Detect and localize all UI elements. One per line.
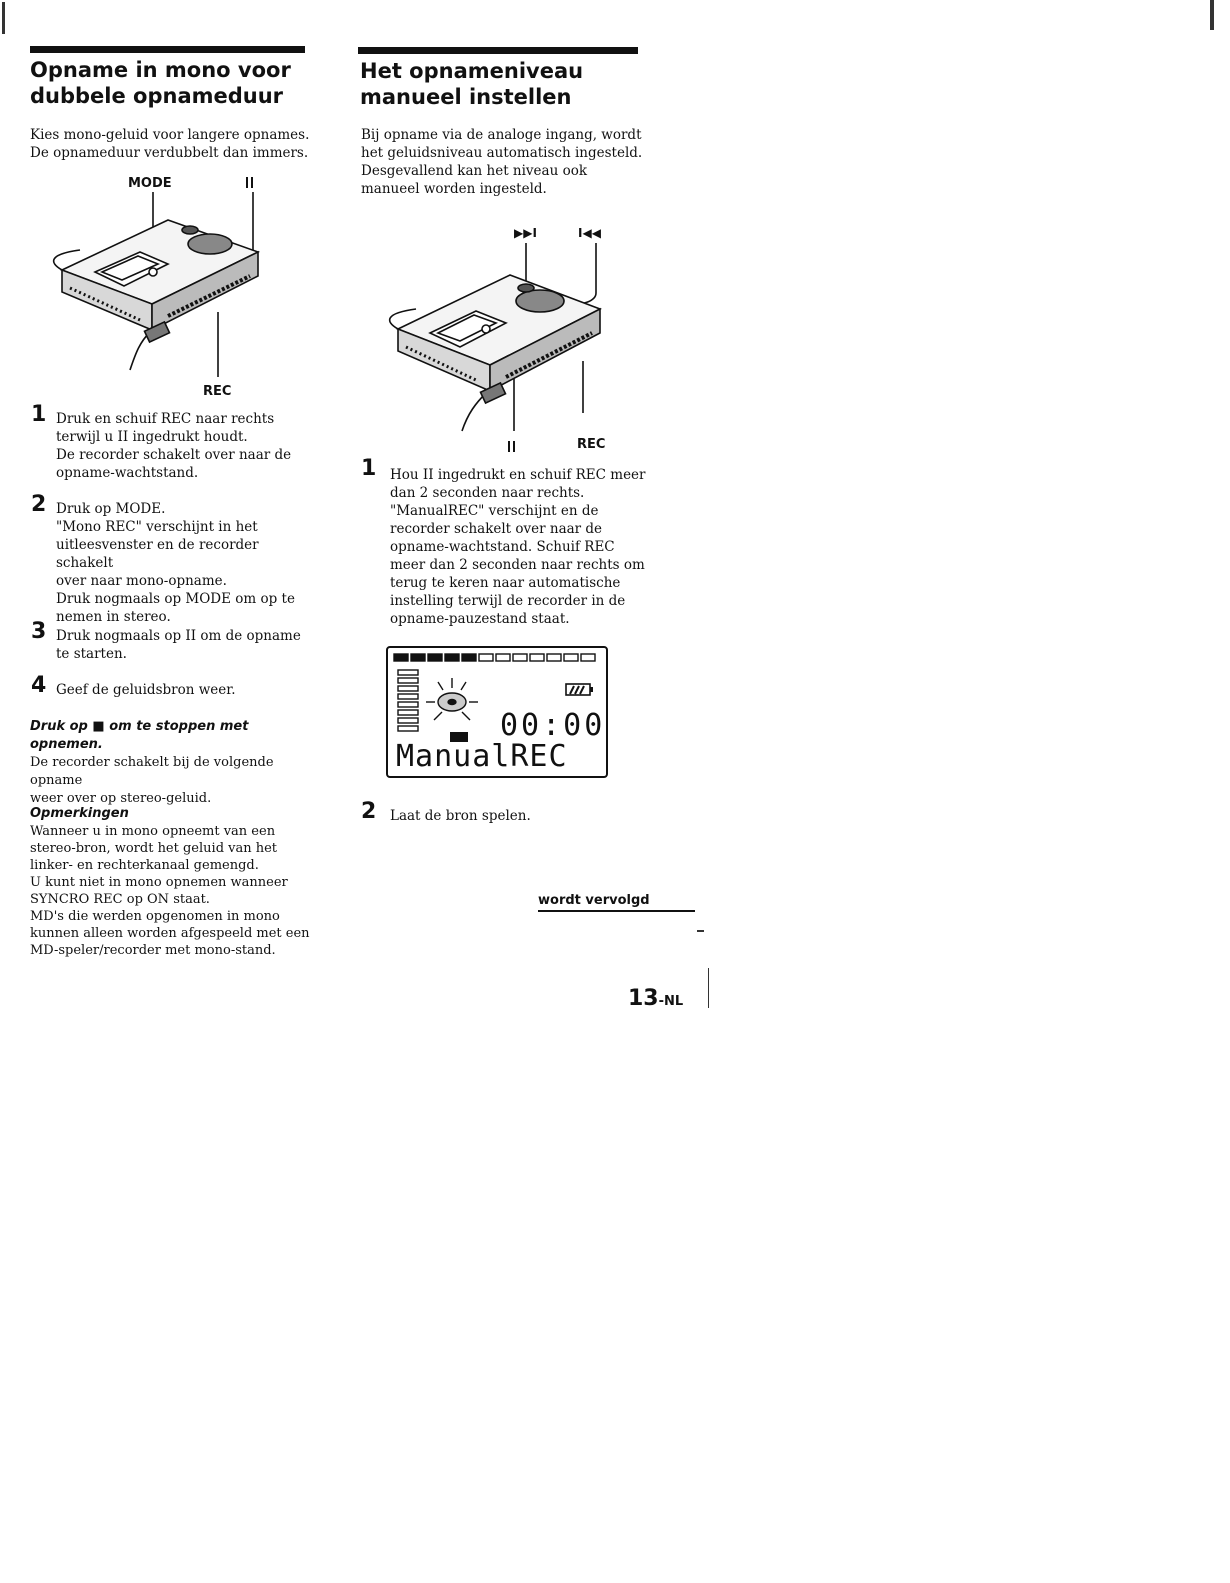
stop-text-line2: weer over op stereo-geluid. — [30, 791, 212, 806]
left-step4-line: Geef de geluidsbron weer. — [56, 682, 236, 698]
pause-icon — [508, 441, 515, 452]
pause-icon — [246, 177, 253, 188]
notes-heading: Opmerkingen — [30, 806, 129, 821]
left-title-line1: Opname in mono voor — [30, 58, 291, 82]
right-intro-line: het geluidsniveau automatisch ingesteld. — [361, 145, 643, 161]
note-line: MD-speler/recorder met mono-stand. — [30, 943, 276, 958]
label-mode: MODE — [128, 176, 172, 191]
note-line: U kunt niet in mono opnemen wanneer — [30, 875, 288, 890]
note-line: linker- en rechterkanaal gemengd. — [30, 858, 259, 873]
left-step1-number: 1 — [31, 402, 47, 427]
disc-icon — [424, 676, 482, 730]
left-title — [30, 57, 320, 109]
right-step2-text: Laat de bron spelen. — [390, 808, 531, 824]
stop-text — [30, 754, 320, 808]
left-intro-line1: Kies mono-geluid voor langere opnames. — [30, 127, 310, 143]
left-step2-line: over naar mono-opname. — [56, 573, 227, 589]
right-step1-line: terug te keren naar automatische — [390, 575, 621, 591]
left-step1-line: terwijl u II ingedrukt houdt. — [56, 429, 248, 445]
lcd-time: 00:00 — [500, 708, 606, 743]
left-step4-text — [56, 681, 316, 699]
left-step1-line: opname-wachtstand. — [56, 465, 199, 481]
note-line: kunnen alleen worden afgespeeld met een — [30, 926, 310, 941]
right-step1-line: instelling terwijl de recorder in de — [390, 593, 626, 609]
note-line: stereo-bron, wordt het geluid van het — [30, 841, 278, 856]
continued-label: wordt vervolgd — [538, 893, 650, 908]
left-step2-text — [56, 500, 316, 626]
left-step1-line: Druk en schuif REC naar rechts — [56, 411, 275, 427]
stop-text-line1: De recorder schakelt bij de volgende opname — [30, 755, 274, 788]
left-step1-text — [56, 410, 316, 482]
right-step1-line: "ManualREC" verschijnt en de — [390, 503, 599, 519]
label-pause-left — [246, 176, 253, 191]
right-device-illustration — [378, 243, 618, 438]
right-intro — [361, 126, 661, 198]
battery-icon — [564, 682, 594, 698]
left-step3-line: te starten. — [56, 646, 127, 662]
right-step1-line: opname-wachtstand. Schuif REC — [390, 539, 615, 555]
label-pause-right — [508, 440, 515, 455]
note-line: SYNCRO REC op ON staat. — [30, 892, 210, 907]
lcd-vertical-bars — [396, 668, 422, 738]
left-step3-number: 3 — [31, 619, 47, 644]
left-step2-line: Druk op MODE. — [56, 501, 166, 517]
left-step4-number: 4 — [31, 673, 47, 698]
scan-edge-mark — [697, 930, 704, 932]
right-step2-number: 2 — [361, 799, 377, 824]
right-intro-line: manueel worden ingesteld. — [361, 181, 547, 197]
right-intro-line: Desgevallend kan het niveau ook — [361, 163, 588, 179]
left-step1-line: De recorder schakelt over naar de — [56, 447, 292, 463]
label-next-track: ▶▶I — [514, 226, 537, 240]
right-step1-line: recorder schakelt over naar de — [390, 521, 603, 537]
right-intro-line: Bij opname via de analoge ingang, wordt — [361, 127, 642, 143]
note-line: Wanneer u in mono opneemt van een — [30, 824, 276, 839]
page-number-suffix: -NL — [658, 994, 684, 1009]
left-title-rule — [30, 46, 305, 53]
page-number — [628, 986, 683, 1011]
right-title-line1: Het opnameniveau — [360, 59, 584, 83]
lcd-text: ManualREC — [396, 739, 568, 774]
right-step1-line: meer dan 2 seconden naar rechts om — [390, 557, 645, 573]
note-line: MD's die werden opgenomen in mono — [30, 909, 280, 924]
notes-list — [30, 823, 320, 959]
left-step2-line: "Mono REC" verschijnt in het — [56, 519, 258, 535]
scan-edge-mark — [708, 968, 709, 1008]
stop-heading-line1: Druk op ■ om te stoppen met — [30, 719, 249, 734]
left-step2-number: 2 — [31, 492, 47, 517]
left-step3-line: Druk nogmaals op II om de opname — [56, 628, 301, 644]
lcd-display — [386, 646, 608, 778]
left-step3-text — [56, 627, 316, 663]
right-step1-line: Hou II ingedrukt en schuif REC meer — [390, 467, 646, 483]
scan-edge-mark — [2, 2, 5, 34]
left-step2-line: nemen in stereo. — [56, 609, 171, 625]
stop-heading — [30, 718, 310, 754]
left-intro-line2: De opnameduur verdubbelt dan immers. — [30, 145, 309, 161]
scan-edge-mark — [1210, 0, 1214, 30]
right-step1-line: opname-pauzestand staat. — [390, 611, 570, 627]
label-rec-right: REC — [577, 437, 606, 452]
right-step1-line: dan 2 seconden naar rechts. — [390, 485, 585, 501]
continued-rule — [538, 910, 695, 912]
left-device-illustration — [40, 192, 280, 392]
left-intro — [30, 126, 320, 162]
left-step2-line: uitleesvenster en de recorder schakelt — [56, 537, 259, 571]
left-title-line2: dubbele opnameduur — [30, 84, 284, 108]
left-step2-line: Druk nogmaals op MODE om op te — [56, 591, 295, 607]
right-title-line2: manueel instellen — [360, 85, 572, 109]
right-title — [360, 58, 660, 110]
right-step1-text — [390, 466, 660, 628]
label-rec-left: REC — [203, 384, 232, 399]
page-number-value: 13 — [628, 986, 659, 1011]
right-title-rule — [358, 47, 638, 54]
label-prev-track: I◀◀ — [578, 226, 601, 240]
right-step1-number: 1 — [361, 456, 377, 481]
stop-heading-line2: opnemen. — [30, 737, 103, 752]
lcd-level-meter — [392, 652, 604, 664]
